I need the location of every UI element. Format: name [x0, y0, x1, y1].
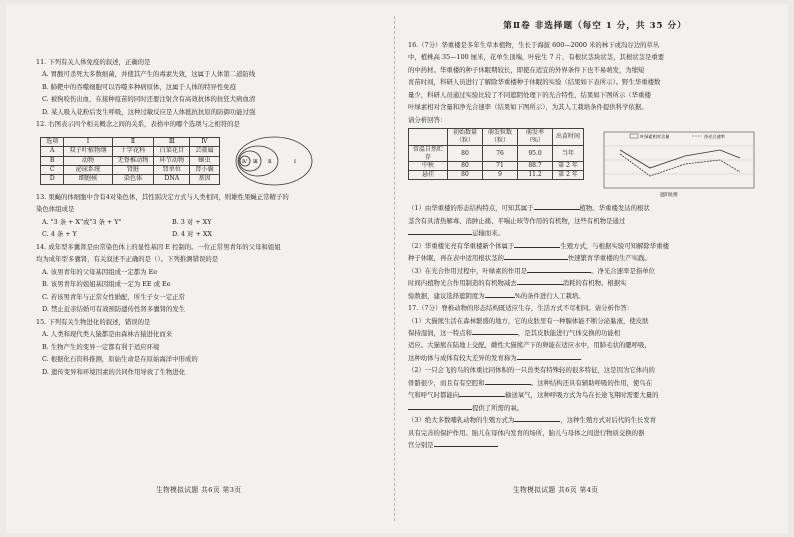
q17-sub1-text: 这种幼体与成体有较大差异的发育称为 [408, 353, 517, 362]
q17-sub3-line [408, 414, 782, 426]
answer-blank[interactable] [459, 390, 505, 397]
table-cell: 第 2 年 [553, 171, 584, 180]
legend-label-1: 叶绿素相对含量 [640, 134, 670, 140]
q17-sub2-line [408, 377, 782, 389]
answer-blank[interactable] [408, 228, 472, 235]
q17-sub1-line: （1）大猫熊生活在森林繁盛的地方，它的皮肤里有一种腺体能不断分泌黏液，使皮肤 [408, 316, 649, 325]
q15-option-c: C. 根据化石资料推测，原始生命是在原始海洋中形成的 [42, 355, 198, 364]
q17-sub3-text: （3）绝大多数哺乳动物的生殖方式为 [408, 416, 515, 425]
q17-sub1-line: 适应。大猫熊在陆地上交配，雌性大猫熊产下的卵能在适应水中，用肺毛状的腮呼吸， [408, 341, 651, 350]
table-cell: C [41, 166, 64, 175]
q16-sub2-text: 快速繁育华重楼的生产实践。 [567, 254, 651, 263]
q16-intro-line: 叶绿素相对含量和净光合速率（结果如下图所示），为其人工栽培条件提供科学依据。 [408, 103, 648, 112]
page-footer-left: 生物模拟试题 共6页 第3页 [156, 486, 242, 494]
q14-stem-cont: 均为成年型多囊肾，有关叙述不正确的是（）。下列推测错误的是 [36, 255, 219, 264]
venn-ring-1 [236, 137, 312, 185]
q11-option-b: B. 肺靶中的吞噬细胞可以吞噬多种病原体，这属于人体的特异性免疫 [42, 82, 237, 91]
q13-stem-cont: 染色体组成是 [36, 205, 75, 214]
table-header-cell [409, 129, 448, 146]
q16-sub2-line [408, 252, 782, 264]
q13-stem: 13. 果蝇的体细胞中含有4对染色体，其性别决定方式与人类相同，则雄性果蝇正常精子的 [36, 192, 289, 201]
table-cell: 动物 [64, 156, 112, 165]
table-cell: 白菜花目 [154, 147, 190, 156]
table-cell: D [41, 175, 64, 184]
q16-sub3-text: %的条件进行人工栽培。 [514, 291, 585, 300]
table-cell: 双子叶植物纲 [64, 147, 112, 156]
page-footer-right: 生物模拟试题 共6页 第4页 [513, 486, 599, 494]
answer-blank[interactable] [485, 378, 531, 385]
q11-option-c: C. 被狗咬伤出血，在接种疫苗的同时还要注射含有高效抗体的抗狂犬病血清 [42, 95, 256, 104]
table-cell: 第 2 年 [553, 162, 584, 171]
table-header-cell: Ⅰ [64, 138, 112, 147]
table-header-row [41, 138, 220, 147]
q16-sub1-text: 茎含有具清热解毒、消肿止痛、平喘止咳等作用的有机物，这些有机物是通过 [408, 216, 626, 225]
table-cell: 80 [448, 171, 483, 180]
answer-blank[interactable] [517, 353, 581, 360]
table-cell: 中秋 [409, 162, 448, 171]
answer-blank[interactable] [434, 440, 498, 447]
answer-blank[interactable] [514, 241, 560, 248]
table-row [409, 162, 584, 171]
q16-table [408, 128, 584, 180]
q13-option-a: A. "3 条 + X"或"3 条 + Y" [42, 217, 122, 226]
q16-sub1-line [408, 227, 782, 239]
table-cell: 肾脏 [112, 166, 154, 175]
table-cell: 肾单位 [154, 166, 190, 175]
table-cell: 80 [448, 162, 483, 171]
q16-sub3-text: 。净光合速率是指单位 [591, 266, 656, 275]
q13-option-b: B. 3 对 + XY [172, 217, 212, 226]
q16-sub2-line [408, 240, 782, 252]
answer-blank[interactable] [485, 291, 515, 298]
q17-sub2-line [408, 389, 782, 401]
q17-sub3-text: ，这种生殖方式对后代的生长发育 [560, 416, 657, 425]
q12-table [40, 137, 220, 185]
table-row [409, 171, 584, 180]
q11-option-a: A. 胃酸可杀死大多数细菌，并使其产生的毒素失效，这属于人体第二道防线 [42, 70, 256, 79]
q13-options-row-1 [36, 216, 381, 228]
q16-sub3-text: 验数据，建议选择遮阴度为 [408, 291, 485, 300]
q17-sub2-line: （2）一只会飞的鸟的体重比同体积的一只兽类有特殊轻的很多特征，这是因为它体内的 [408, 366, 655, 375]
q14-option-b: B. 该男青年的姐姐基因组成一定为 EE 或 Ee [42, 280, 171, 289]
q14-option-a: A. 该男青年的父母基因组成一定都为 Ee [42, 267, 158, 276]
q16-intro-line: 16.（7分）华重楼是多年生草本植物，生长于海拔 600—2000 米的林下或沟谷边的草丛 [408, 40, 660, 49]
q16-figures [408, 128, 782, 200]
table-header-cell: 选项 [41, 138, 64, 147]
answer-blank[interactable] [534, 203, 580, 210]
q13-option-c: C. 4 条 + Y [42, 230, 77, 239]
q17-stem: 17.（7分）脊椎动物的形态结构既适应生存，生活方式不尽相同。请分析作答： [408, 304, 634, 313]
table-row [41, 175, 220, 184]
q16-sub3-text: 时间内植物光合作用制造的有机物减去 [408, 279, 517, 288]
table-cell: 肾小囊 [190, 166, 220, 175]
table-cell: 95.0 [518, 145, 553, 162]
answer-blank[interactable] [517, 278, 563, 285]
answer-blank[interactable] [504, 253, 568, 260]
q16-sub2-text: 生殖方式，与根据实验可知解除华重楼 [560, 241, 669, 250]
q16-intro-line: 请分析回答： [408, 115, 447, 124]
table-cell: B [41, 156, 64, 165]
q13-options-row-2 [36, 228, 381, 240]
table-cell: 无脊椎动物 [112, 156, 154, 165]
q16-chart [590, 128, 780, 200]
legend-swatch-1 [630, 134, 638, 138]
table-header-cell: 初始数量（粒） [448, 129, 483, 146]
table-cell: 9 [483, 171, 518, 180]
table-header-cell: 出苗时间 [553, 129, 584, 146]
q16-sub3-line [408, 265, 782, 277]
q17-sub1-line [408, 327, 782, 339]
table-cell: 80 [448, 145, 483, 162]
venn-label: Ⅲ [252, 158, 258, 165]
table-header-cell: 萌发率（%） [518, 129, 553, 146]
table-cell: 常温自然贮存 [409, 145, 448, 162]
q11-option-d: D. 某人吸入花粉后发生呼吸，这种过敏反应是人体抵抗抗原的防御功能过强 [42, 107, 256, 116]
q17-sub1-line [408, 352, 782, 364]
table-cell: 细胞核 [64, 175, 112, 184]
q17-sub2-text: 输送氧气，这种呼吸方式为鸟在长途飞翔时需要大量的 [505, 391, 659, 400]
q17-sub1-text: ，是其皮肤能进行气体交换的功能相 [517, 328, 621, 337]
q15-stem: 15. 下列有关生物进化的叙述，错误的是 [36, 317, 151, 326]
q12-block [36, 131, 381, 191]
table-row [409, 145, 584, 162]
q17-sub3-line: 具有完善的保护作用。胎儿在母体内发育的场所，胎儿与母体之间进行物质交换的器 [408, 428, 645, 437]
table-row [41, 147, 220, 156]
table-cell: 十字花科 [112, 147, 154, 156]
chart-xlabel: 遮阴处理 [660, 193, 678, 199]
q16-sub3-text: 消耗的有机物。根据实 [562, 279, 627, 288]
table-cell: 当年 [553, 145, 584, 162]
q16-sub3-line [408, 277, 782, 289]
q13-option-d: D. 4 对 + XX [172, 230, 212, 239]
table-header-row [409, 129, 584, 146]
venn-diagram [228, 131, 314, 191]
table-cell: 蛔虫 [190, 156, 220, 165]
answer-blank[interactable] [472, 328, 518, 335]
q17-sub2-text: 提供了所需的氧。 [472, 403, 524, 412]
q17-sub2-line [408, 402, 782, 414]
q16-intro-line: 的中药材。华重楼的种子休眠期较长，即使在适宜的外界条件下也不易萌发，为缩短 [408, 65, 645, 74]
q11-stem: 11. 下列有关人体免疫的叙述，正确的是 [36, 58, 151, 66]
q16-sub3-line [408, 290, 782, 302]
q16-intro-line: 育苗时间，科研人员进行了解除华重楼种子休眠的实验（结果如下表所示）。野生华重楼数 [408, 78, 661, 87]
table-cell: 88.7 [518, 162, 553, 171]
q12-stem: 12. 右图表示四个相关概念之间的关系，表格中的哪个选项与之相符的是 [36, 120, 240, 129]
table-header-cell: Ⅳ [190, 138, 220, 147]
right-page [408, 4, 782, 533]
section-title: 第Ⅱ卷 非选择题（每空 1 分，共 35 分） [503, 21, 687, 31]
q17-sub2-text: 骨骼很少，而且有有空腔和 [408, 378, 485, 387]
table-cell: 76 [483, 145, 518, 162]
answer-blank[interactable] [514, 415, 560, 422]
q17-sub3-line [408, 439, 782, 451]
table-cell: 71 [483, 162, 518, 171]
q17-sub2-text: 气和呼气时都能向 [408, 391, 460, 400]
table-cell: 芸薹属 [190, 147, 220, 156]
q16-sub2-text: （2）华重楼光亮有华重楼新个体属于 [408, 241, 515, 250]
table-row [41, 156, 220, 165]
q16-sub1-text: 运输而来。 [472, 229, 504, 238]
answer-blank[interactable] [527, 266, 591, 273]
table-header-cell: Ⅱ [112, 138, 154, 147]
venn-label: Ⅳ [241, 158, 247, 165]
table-cell: 环节动物 [154, 156, 190, 165]
q16-sub1-line [408, 215, 782, 227]
q14-stem: 14. 成年型多囊肾是由常染色体上的显性基因 E 控制的。一位正常男青年的父母和姐姐 [36, 242, 281, 251]
q17-sub2-text: 。这种结构还具有辅助呼吸的作用，使鸟在 [530, 378, 653, 387]
legend-label-2: 净光合速率 [704, 134, 725, 140]
page-divider [394, 16, 395, 521]
q16-sub1-text: （1）由华重楼的形态结构特点，可知其属于 [408, 204, 534, 213]
q16-sub3-text: （3）在光合作用过程中，叶绿素的作用是 [408, 266, 528, 275]
q16-sub1-line [408, 202, 782, 214]
table-cell: 11.2 [518, 171, 553, 180]
venn-label: Ⅱ [267, 158, 272, 165]
q14-option-c: C. 若该男青年与正常女性婚配，所生子女一定正常 [42, 292, 185, 301]
table-header-cell: Ⅲ [154, 138, 190, 147]
q15-option-a: A. 人类和现代类人猿都是由森林古猿进化而来 [42, 330, 173, 339]
exam-sheet [6, 4, 788, 533]
venn-label: Ⅰ [293, 158, 296, 165]
q17-sub3-text: 官分别是 [408, 441, 434, 450]
table-cell: 基因 [190, 175, 220, 184]
q17-sub1-text: 保持湿润，这一特点和 [408, 328, 472, 337]
q16-sub1-text: 植物。华重楼发达的根状 [579, 204, 650, 213]
left-page [36, 4, 381, 533]
q16-intro-line: 量少，科研人员通过实验比较了不同遮阴处理下的光合特性，结果如下图所示（华重楼 [408, 90, 651, 99]
table-cell: A [41, 147, 64, 156]
table-header-cell: 萌发粒数（粒） [483, 129, 518, 146]
q14-option-d: D. 禁止近亲结婚可有效预防遗传性肾多囊肾的发生 [42, 305, 186, 314]
table-cell: 悬挂 [409, 171, 448, 180]
q16-intro-line: 中，植株高 35—100 厘米，花单生顶端，叶轮生 7 片，有根状茎块状茎，其根状茎是重要 [408, 53, 665, 62]
q15-option-d: D. 遗传变异和环境因素的共同作用导致了生物进化 [42, 367, 186, 376]
q15-option-b: B. 生物产生的变异一定都有利于适应环境 [42, 342, 160, 351]
table-row [41, 166, 220, 175]
table-cell: 泌尿系统 [64, 166, 112, 175]
q16-sub2-text: 种子休眠，再在表中适用根状茎的 [408, 254, 504, 263]
table-cell: 染色体 [112, 175, 154, 184]
table-cell: DNA [154, 175, 190, 184]
answer-blank[interactable] [408, 403, 472, 410]
